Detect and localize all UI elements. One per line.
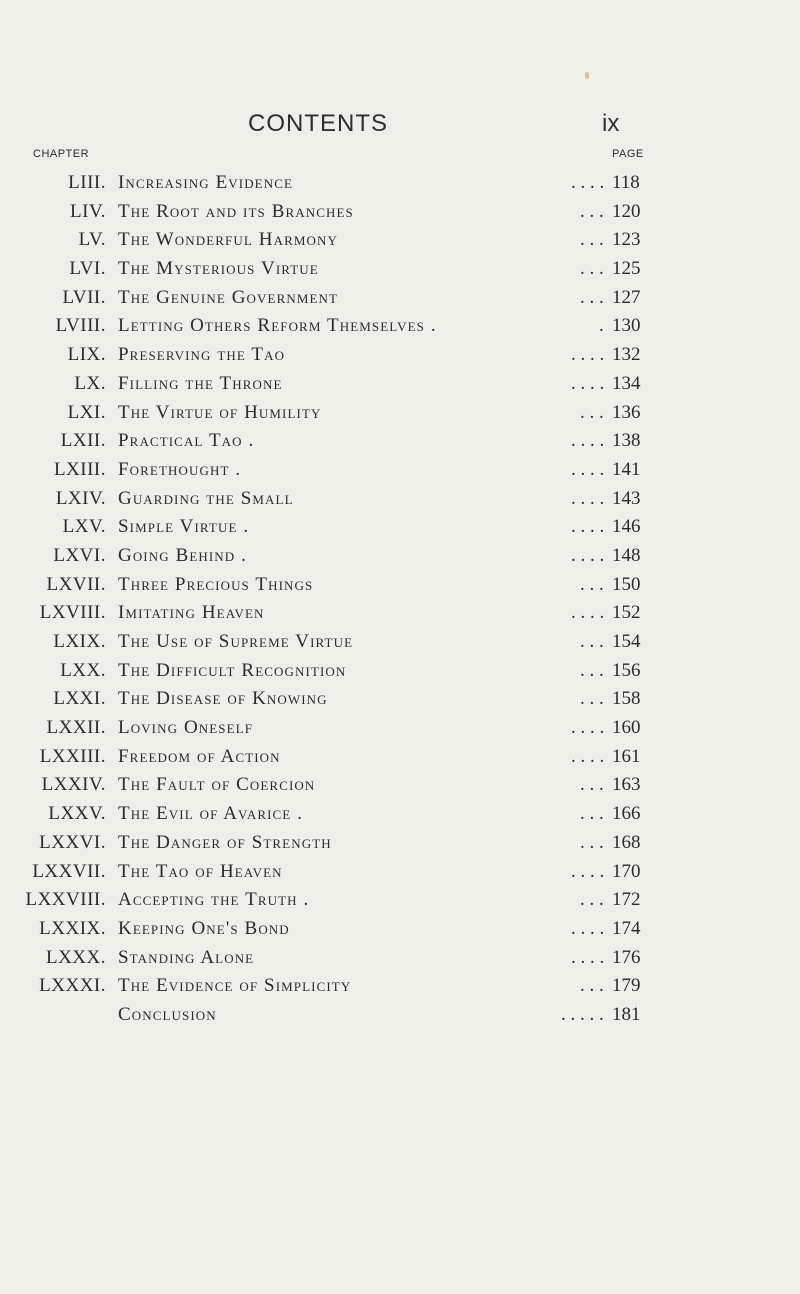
chapter-title: The Mysterious Virtue [118, 258, 319, 280]
chapter-number: LXI. [67, 401, 106, 423]
dot-leader: . . . [580, 573, 604, 595]
chapter-title: Standing Alone [118, 946, 255, 968]
chapter-title: Preserving the Tao [118, 344, 286, 366]
chapter-title: The Fault of Coercion [118, 774, 316, 796]
chapter-title: Increasing Evidence [118, 172, 294, 193]
page-reference: 143 [612, 487, 641, 509]
page-reference: 174 [612, 917, 641, 939]
page-reference: 130 [612, 315, 641, 337]
toc-entry [0, 572, 800, 601]
toc-entry [0, 256, 800, 285]
chapter-number: LXXVIII. [25, 889, 106, 911]
dot-leader: . . . [580, 831, 604, 853]
page-reference: 156 [612, 659, 641, 681]
page-reference: 120 [612, 200, 641, 222]
toc-entry [0, 371, 800, 400]
toc-entry [0, 715, 800, 744]
page-reference: 134 [612, 372, 641, 394]
dot-leader: . . . . [571, 458, 605, 480]
chapter-number: LIII. [68, 172, 106, 193]
dot-leader: . . . [580, 258, 604, 280]
dot-leader: . . . [580, 688, 604, 710]
chapter-title: Letting Others Reform Themselves . [118, 315, 437, 337]
chapter-title: The Wonderful Harmony [118, 229, 338, 251]
toc-entry [0, 945, 800, 974]
dot-leader: . . . [580, 401, 604, 423]
chapter-number: LXVII. [46, 573, 106, 595]
dot-leader: . . . [580, 286, 604, 308]
chapter-number: LVI. [69, 258, 106, 280]
page-reference: 161 [612, 745, 641, 767]
dot-leader: . . . . [571, 917, 605, 939]
dot-leader: . . . . [571, 487, 605, 509]
chapter-number: LXX. [60, 659, 106, 681]
column-headers [0, 148, 800, 164]
toc-entry [0, 342, 800, 371]
dot-leader: . . . . [571, 430, 605, 452]
chapter-number: LXXIX. [39, 917, 106, 939]
dot-leader: . . . . [571, 745, 605, 767]
chapter-title: The Tao of Heaven [118, 860, 283, 882]
dot-leader: . . . [580, 659, 604, 681]
dot-leader: . . . . [571, 344, 605, 366]
dot-leader: . . . . [571, 717, 605, 739]
chapter-title: Keeping One's Bond [118, 917, 290, 939]
chapter-title: Freedom of Action [118, 745, 281, 767]
page-reference: 150 [612, 573, 641, 595]
chapter-title: Imitating Heaven [118, 602, 265, 624]
chapter-title: The Danger of Strength [118, 831, 332, 853]
toc-entry [0, 801, 800, 830]
toc-entry [0, 400, 800, 429]
table-of-contents [0, 170, 800, 1031]
page-reference: 141 [612, 458, 641, 480]
dot-leader: . . . . [571, 516, 605, 538]
dot-leader: . [599, 315, 604, 337]
page-reference: 123 [612, 229, 641, 251]
chapter-title: Going Behind . [118, 544, 247, 566]
dot-leader: . . . . [571, 172, 605, 193]
page-reference: 176 [612, 946, 641, 968]
chapter-number: LXXV. [48, 803, 106, 825]
toc-entry [0, 658, 800, 687]
running-head [0, 110, 800, 140]
chapter-number: LVIII. [55, 315, 106, 337]
toc-entry [0, 486, 800, 515]
page-reference: 163 [612, 774, 641, 796]
chapter-number: LXIII. [53, 458, 106, 480]
chapter-number: LX. [74, 372, 106, 394]
dot-leader: . . . [580, 229, 604, 251]
page-reference: 154 [612, 631, 641, 652]
chapter-number: LXXVI. [39, 831, 106, 853]
page-reference: 148 [612, 544, 641, 566]
dot-leader: . . . [580, 889, 604, 911]
chapter-column-label: CHAPTER [33, 148, 90, 160]
chapter-title: The Use of Supreme Virtue [118, 631, 354, 652]
toc-entry [0, 600, 800, 629]
chapter-number: LXII. [60, 430, 106, 452]
dot-leader: . . . [580, 774, 604, 796]
page-number: ix [602, 110, 620, 137]
chapter-number: LV. [78, 229, 106, 251]
page-reference: 125 [612, 258, 641, 280]
chapter-number: LXIV. [55, 487, 106, 509]
chapter-number: LXXII. [46, 717, 106, 739]
chapter-number: LXVIII. [39, 602, 106, 624]
chapter-number: LVII. [62, 286, 106, 308]
chapter-number: LXXIV. [41, 774, 106, 796]
page-column-label: PAGE [612, 148, 644, 160]
dot-leader: . . . [580, 200, 604, 222]
toc-entry [0, 1002, 800, 1031]
toc-entry [0, 227, 800, 256]
page-reference: 138 [612, 430, 641, 452]
toc-entry [0, 916, 800, 945]
page-reference: 172 [612, 889, 641, 911]
page-reference: 136 [612, 401, 641, 423]
dot-leader: . . . . [571, 602, 605, 624]
chapter-number: LXVI. [53, 544, 106, 566]
dot-leader: . . . . . [561, 1003, 604, 1025]
chapter-title: Accepting the Truth . [118, 889, 310, 911]
dot-leader: . . . . [571, 544, 605, 566]
toc-entry [0, 514, 800, 543]
chapter-title: The Evil of Avarice . [118, 803, 304, 825]
toc-entry [0, 887, 800, 916]
toc-entry [0, 686, 800, 715]
chapter-number: LXV. [62, 516, 106, 538]
page-reference: 127 [612, 286, 641, 308]
page-reference: 166 [612, 803, 641, 825]
chapter-title: Practical Tao . [118, 430, 255, 452]
page-reference: 160 [612, 717, 641, 739]
chapter-title: Guarding the Small [118, 487, 294, 509]
page-reference: 170 [612, 860, 641, 882]
chapter-title: The Genuine Government [118, 286, 339, 308]
page-reference: 179 [612, 975, 641, 997]
chapter-title: The Disease of Knowing [118, 688, 328, 710]
dot-leader: . . . . [571, 372, 605, 394]
page-reference: 181 [612, 1003, 641, 1025]
toc-entry [0, 744, 800, 773]
chapter-title: Loving Oneself [118, 717, 254, 739]
toc-entry [0, 629, 800, 658]
chapter-number: LIV. [70, 200, 106, 222]
page-reference: 132 [612, 344, 641, 366]
chapter-title: The Root and its Branches [118, 200, 354, 222]
chapter-title: Simple Virtue . [118, 516, 250, 538]
chapter-title: Three Precious Things [118, 573, 314, 595]
dot-leader: . . . [580, 631, 604, 652]
toc-entry [0, 543, 800, 572]
toc-entry [0, 772, 800, 801]
chapter-title: The Difficult Recognition [118, 659, 347, 681]
toc-entry [0, 170, 800, 199]
page-reference: 158 [612, 688, 641, 710]
paper-speck [585, 72, 589, 79]
chapter-number: LIX. [67, 344, 106, 366]
dot-leader: . . . [580, 975, 604, 997]
page-title: CONTENTS [248, 110, 388, 137]
page-reference: 118 [612, 172, 640, 193]
page-reference: 146 [612, 516, 641, 538]
toc-entry [0, 830, 800, 859]
toc-entry [0, 428, 800, 457]
chapter-title: Forethought . [118, 458, 242, 480]
toc-entry [0, 859, 800, 888]
chapter-title: The Evidence of Simplicity [118, 975, 352, 997]
toc-entry [0, 285, 800, 314]
chapter-title: The Virtue of Humility [118, 401, 322, 423]
dot-leader: . . . . [571, 860, 605, 882]
chapter-number: LXXVII. [32, 860, 106, 882]
toc-entry [0, 457, 800, 486]
dot-leader: . . . . [571, 946, 605, 968]
chapter-title: Conclusion [118, 1003, 217, 1025]
chapter-number: LXXX. [45, 946, 106, 968]
dot-leader: . . . [580, 803, 604, 825]
chapter-number: LXXI. [53, 688, 106, 710]
chapter-number: LXXIII. [39, 745, 106, 767]
toc-entry [0, 973, 800, 1002]
chapter-number: LXIX. [53, 631, 106, 652]
chapter-number: LXXXI. [39, 975, 106, 997]
toc-entry [0, 313, 800, 342]
toc-entry [0, 199, 800, 228]
page-reference: 168 [612, 831, 641, 853]
page-reference: 152 [612, 602, 641, 624]
chapter-title: Filling the Throne [118, 372, 283, 394]
